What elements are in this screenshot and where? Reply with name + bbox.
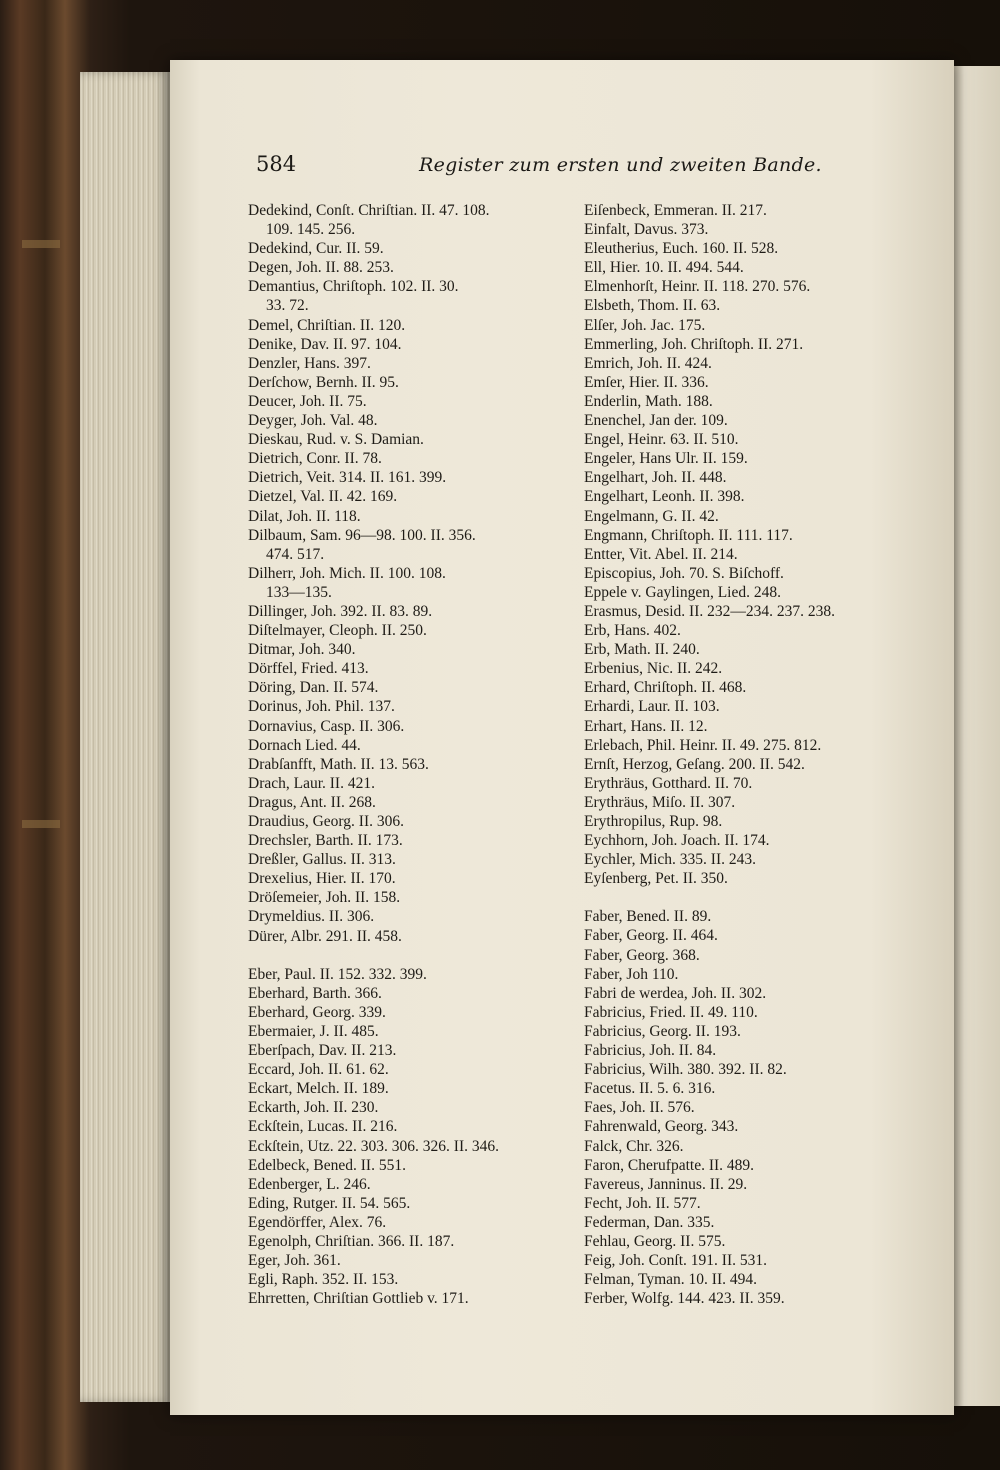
index-entry: Engelmann, G. II. 42. — [584, 507, 719, 525]
page-header — [256, 152, 936, 188]
index-entry: Engmann, Chriſtoph. II. 111. 117. — [584, 526, 793, 544]
index-entry: Fabricius, Fried. II. 49. 110. — [584, 1003, 758, 1021]
index-entry: Dilbaum, Sam. 96—98. 100. II. 356. — [248, 526, 476, 544]
index-entry: Engelhart, Leonh. II. 398. — [584, 488, 745, 506]
index-entry: Ell, Hier. 10. II. 494. 544. — [584, 259, 744, 277]
index-entry: Elſer, Joh. Jac. 175. — [584, 316, 706, 334]
index-entry: Fabricius, Wilh. 380. 392. II. 82. — [584, 1061, 787, 1079]
index-entry-continuation: 109. 145. 256. — [266, 221, 356, 239]
index-entry: Faron, Cherufpatte. II. 489. — [584, 1156, 755, 1174]
index-entry: Eychler, Mich. 335. II. 243. — [584, 851, 756, 869]
index-column-right — [584, 201, 944, 1308]
index-entry: Facetus. II. 5. 6. 316. — [584, 1080, 716, 1098]
index-entry: Dörffel, Fried. 413. — [248, 660, 369, 678]
index-entry: Fecht, Joh. II. 577. — [584, 1194, 701, 1212]
index-entry: Episcopius, Joh. 70. S. Biſchoff. — [584, 564, 784, 582]
index-entry: Denzler, Hans. 397. — [248, 354, 371, 372]
index-entry: Faber, Joh 110. — [584, 965, 679, 983]
index-entry: Faber, Georg. 368. — [584, 946, 700, 964]
index-entry: Erb, Hans. 402. — [584, 622, 681, 640]
index-entry: Eppele v. Gaylingen, Lied. 248. — [584, 583, 781, 601]
index-entry: Dornavius, Casp. II. 306. — [248, 717, 405, 735]
index-entry: Dedekind, Cur. II. 59. — [248, 240, 384, 258]
index-entry: Enderlin, Math. 188. — [584, 392, 713, 410]
index-entry: Einfalt, Davus. 373. — [584, 221, 709, 239]
index-entry: Felman, Tyman. 10. II. 494. — [584, 1271, 757, 1289]
index-entry: Ernſt, Herzog, Geſang. 200. II. 542. — [584, 755, 805, 773]
index-entry: Drechsler, Barth. II. 173. — [248, 832, 403, 850]
index-entry: Eberhard, Barth. 366. — [248, 984, 382, 1002]
index-entry: Erhardi, Laur. II. 103. — [584, 698, 720, 716]
index-entry: Fabricius, Georg. II. 193. — [584, 1022, 741, 1040]
index-entry: Federman, Dan. 335. — [584, 1213, 715, 1231]
index-entry: Ditmar, Joh. 340. — [248, 641, 356, 659]
index-entry: Engel, Heinr. 63. II. 510. — [584, 431, 739, 449]
index-column-left — [248, 201, 588, 1308]
index-entry: Eleutherius, Euch. 160. II. 528. — [584, 240, 779, 258]
index-entry: Erythropilus, Rup. 98. — [584, 813, 723, 830]
page-number: 584 — [256, 152, 297, 176]
index-entry: Egli, Raph. 352. II. 153. — [248, 1271, 399, 1289]
index-entry: Eckſtein, Lucas. II. 216. — [248, 1118, 398, 1136]
index-entry: Eding, Rutger. II. 54. 565. — [248, 1194, 411, 1212]
index-entry: Erythräus, Gotthard. II. 70. — [584, 774, 753, 792]
index-entry: Deyger, Joh. Val. 48. — [248, 412, 378, 430]
index-entry: Erhart, Hans. II. 12. — [584, 717, 708, 735]
spine-ornament — [22, 820, 60, 828]
index-entry: Enenchel, Jan der. 109. — [584, 412, 728, 430]
index-entry: Falck, Chr. 326. — [584, 1137, 684, 1155]
index-entry: Erhard, Chriſtoph. II. 468. — [584, 679, 747, 697]
index-entry: Entter, Vit. Abel. II. 214. — [584, 545, 738, 563]
index-entry: Faes, Joh. II. 576. — [584, 1099, 695, 1117]
index-entry: Dilat, Joh. II. 118. — [248, 507, 361, 525]
index-entry-continuation: 33. 72. — [266, 297, 309, 315]
index-entry: Eberſpach, Dav. II. 213. — [248, 1042, 397, 1060]
index-entry: Dieskau, Rud. v. S. Damian. — [248, 431, 424, 449]
index-entry: Eckarth, Joh. II. 230. — [248, 1099, 379, 1117]
index-entry: Drach, Laur. II. 421. — [248, 774, 375, 792]
index-entry: Dorinus, Joh. Phil. 137. — [248, 698, 395, 716]
index-entry: Eiſenbeck, Emmeran. II. 217. — [584, 202, 767, 219]
index-entry: Fabri de werdea, Joh. II. 302. — [584, 984, 767, 1002]
index-entry: Fahrenwald, Georg. 343. — [584, 1118, 739, 1136]
index-entry: Ehrretten, Chriſtian Gottlieb v. 171. — [248, 1290, 469, 1308]
index-entry: Erasmus, Desid. II. 232—234. 237. 238. — [584, 602, 835, 620]
index-entry: Dietrich, Veit. 314. II. 161. 399. — [248, 469, 447, 487]
index-entry-continuation: 133—135. — [266, 583, 332, 601]
index-entry: Dedekind, Conſt. Chriſtian. II. 47. 108. — [248, 202, 490, 219]
index-entry: Ebermaier, J. II. 485. — [248, 1022, 379, 1040]
index-entry: Engelhart, Joh. II. 448. — [584, 469, 727, 487]
index-entry: Emmerling, Joh. Chriſtoph. II. 271. — [584, 335, 804, 353]
index-entry: Degen, Joh. II. 88. 253. — [248, 259, 394, 277]
index-entry: Egendörffer, Alex. 76. — [248, 1213, 387, 1231]
index-entry: Draudius, Georg. II. 306. — [248, 813, 404, 830]
index-entry: Erb, Math. II. 240. — [584, 641, 700, 659]
index-entry: Erythräus, Miſo. II. 307. — [584, 793, 736, 811]
index-entry: Elmenhorſt, Heinr. II. 118. 270. 576. — [584, 278, 811, 296]
index-entry: Dietrich, Conr. II. 78. — [248, 450, 382, 468]
index-entry: Dietzel, Val. II. 42. 169. — [248, 488, 398, 506]
index-entry: Faber, Georg. II. 464. — [584, 927, 718, 945]
index-entry: Demantius, Chriſtoph. 102. II. 30. — [248, 278, 459, 296]
index-entry: Emſer, Hier. II. 336. — [584, 373, 709, 391]
index-entry: Denike, Dav. II. 97. 104. — [248, 335, 402, 353]
index-entry: Elsbeth, Thom. II. 63. — [584, 297, 721, 315]
index-entry: Eger, Joh. 361. — [248, 1252, 341, 1270]
index-entry: Dillinger, Joh. 392. II. 83. 89. — [248, 602, 433, 620]
index-entry: Drexelius, Hier. II. 170. — [248, 870, 396, 888]
running-head: Register zum ersten und zweiten Bande. — [419, 154, 822, 176]
index-entry: Derſchow, Bernh. II. 95. — [248, 373, 399, 391]
index-entry: Dreßler, Gallus. II. 313. — [248, 851, 396, 869]
index-entry: Emrich, Joh. II. 424. — [584, 354, 712, 372]
index-entry: Eyſenberg, Pet. II. 350. — [584, 870, 728, 888]
page-edges — [80, 72, 170, 1402]
index-entry: Egenolph, Chriſtian. 366. II. 187. — [248, 1232, 455, 1250]
next-page-edge — [954, 66, 1000, 1406]
section-gap — [248, 946, 588, 965]
index-entry: Edenberger, L. 246. — [248, 1175, 371, 1193]
index-entry: Diſtelmayer, Cleoph. II. 250. — [248, 622, 427, 640]
index-entry: Fabricius, Joh. II. 84. — [584, 1042, 717, 1060]
index-entry: Dornach Lied. 44. — [248, 736, 361, 754]
index-entry: Ferber, Wolfg. 144. 423. II. 359. — [584, 1290, 785, 1308]
index-entry: Engeler, Hans Ulr. II. 159. — [584, 450, 748, 468]
index-entry: Döring, Dan. II. 574. — [248, 679, 379, 697]
index-entry: Demel, Chriſtian. II. 120. — [248, 316, 406, 334]
index-entry: Drymeldius. II. 306. — [248, 908, 375, 926]
index-entry: Feig, Joh. Conſt. 191. II. 531. — [584, 1252, 767, 1270]
index-entry: Eber, Paul. II. 152. 332. 399. — [248, 965, 427, 983]
index-entry: Eccard, Joh. II. 61. 62. — [248, 1061, 389, 1079]
index-entry-continuation: 474. 517. — [266, 545, 325, 563]
section-gap — [584, 888, 944, 907]
index-entry: Deucer, Joh. II. 75. — [248, 392, 367, 410]
index-entry: Dilherr, Joh. Mich. II. 100. 108. — [248, 564, 446, 582]
index-entry: Drabſanfft, Math. II. 13. 563. — [248, 755, 429, 773]
index-entry: Eckart, Melch. II. 189. — [248, 1080, 389, 1098]
index-entry: Faber, Bened. II. 89. — [584, 908, 712, 926]
index-entry: Dürer, Albr. 291. II. 458. — [248, 927, 402, 945]
index-entry: Erbenius, Nic. II. 242. — [584, 660, 723, 678]
index-entry: Eckſtein, Utz. 22. 303. 306. 326. II. 346. — [248, 1137, 499, 1155]
index-entry: Edelbeck, Bened. II. 551. — [248, 1156, 406, 1174]
index-entry: Eberhard, Georg. 339. — [248, 1003, 386, 1021]
index-entry: Fehlau, Georg. II. 575. — [584, 1232, 726, 1250]
index-entry: Favereus, Janninus. II. 29. — [584, 1175, 748, 1193]
index-entry: Dragus, Ant. II. 268. — [248, 793, 376, 811]
index-entry: Eychhorn, Joh. Joach. II. 174. — [584, 832, 770, 850]
index-entry: Erlebach, Phil. Heinr. II. 49. 275. 812. — [584, 736, 822, 754]
index-entry: Dröſemeier, Joh. II. 158. — [248, 889, 401, 907]
spine-ornament — [22, 240, 60, 248]
